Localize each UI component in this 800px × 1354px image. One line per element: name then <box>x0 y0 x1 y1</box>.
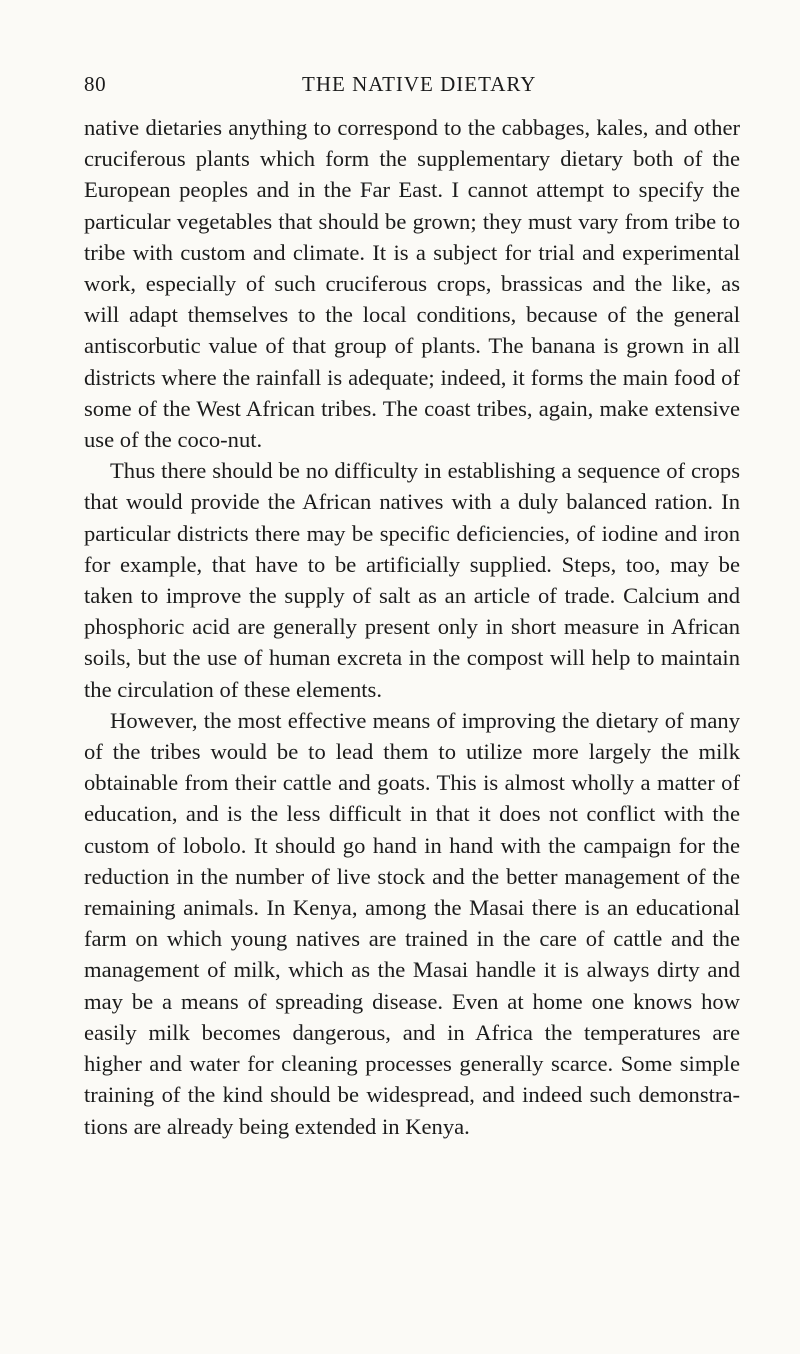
paragraph-milk-education: However, the most effective means of improving the dietary of many of the tribes would be to lead them to utilize more largely the milk obtainable from their cattle and goats. This is almost wholly a matter of education, and is the less difficult in that it does not conflict with the custom of lobolo. It should go hand in hand with the campaign for the reduction in the number of live stock and the better management of the remaining animals. In Kenya, among the Masai there is an educational farm on which young natives are trained in the care of cattle and the management of milk, which as the Masai handle it is always dirty and may be a means of spreading disease. Even at home one knows how easily milk becomes dangerous, and in Africa the temperatures are higher and water for cleaning processes generally scarce. Some simple training of the kind should be widespread, and indeed such demonstrations are already being extended in Kenya. <box>84 707 740 1139</box>
book-page <box>84 72 740 1142</box>
page-number: 80 <box>84 72 107 96</box>
body-text <box>84 112 740 1142</box>
running-head <box>84 72 740 112</box>
paragraph-continued: native dietaries anything to correspond to the cabbages, kales, and other cruciferous plants which form the supplementary dietary both of the European peoples and in the Far East. I cannot attempt to specify the particular vegetables that should be grown; they must vary from tribe to tribe with custom and climate. It is a subject for trial and experimental work, especially of such cruciferous crops, brassicas and the like, as will adapt themselves to the local conditions, because of the general antiscorbutic value of that group of plants. The banana is grown in all districts where the rainfall is adequate; indeed, it forms the main food of some of the West African tribes. The coast tribes, again, make extensive use of the coco-nut. <box>84 115 740 453</box>
running-title: THE NATIVE DIETARY <box>302 72 537 96</box>
paragraph-crops-sequence: Thus there should be no difficulty in establishing a sequence of crops that would provide the African natives with a duly balanced ration. In particular districts there may be specific deficiencies, of iodine and iron for example, that have to be artificially supplied. Steps, too, may be taken to improve the supply of salt as an article of trade. Calcium and phosphoric acid are generally present only in short measure in African soils, but the use of human excreta in the compost will help to maintain the circulation of these elements. <box>84 458 740 702</box>
